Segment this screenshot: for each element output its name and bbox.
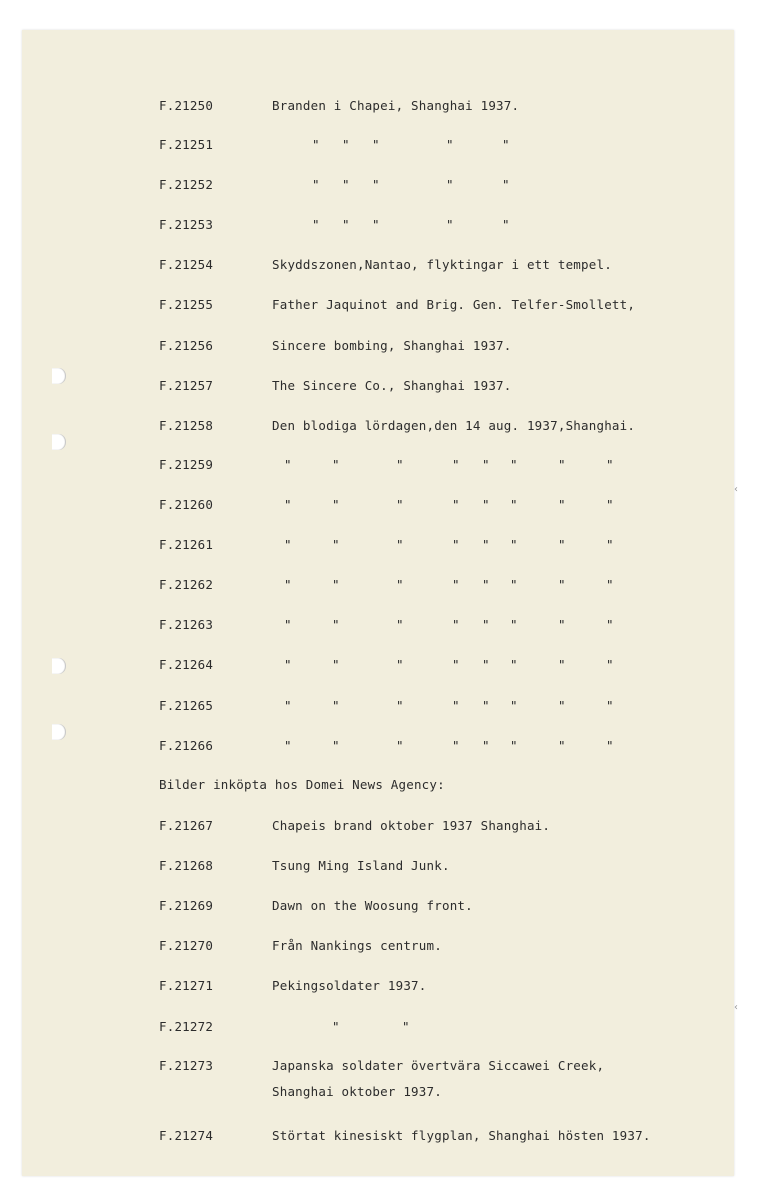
ditto-mark: " xyxy=(284,537,292,552)
ditto-mark: " xyxy=(284,577,292,592)
punch-hole xyxy=(52,658,66,674)
catalog-number: F.21262 xyxy=(159,577,214,592)
ditto-mark: " xyxy=(446,217,454,232)
ditto-mark: " xyxy=(452,537,460,552)
catalog-description: Sincere bombing, Shanghai 1937. xyxy=(272,338,512,353)
ditto-mark: " xyxy=(342,217,350,232)
ditto-mark: " xyxy=(332,657,340,672)
catalog-description: Shanghai oktober 1937. xyxy=(272,1084,442,1099)
ditto-mark: " xyxy=(372,177,380,192)
ditto-mark: " xyxy=(510,617,518,632)
catalog-number: F.21255 xyxy=(159,297,214,312)
ditto-mark: " xyxy=(606,457,614,472)
ditto-mark: " xyxy=(332,577,340,592)
ditto-mark: " xyxy=(606,698,614,713)
ditto-mark: " xyxy=(510,698,518,713)
catalog-number: F.21270 xyxy=(159,938,214,953)
ditto-mark: " xyxy=(284,657,292,672)
ditto-mark: " xyxy=(502,217,510,232)
catalog-number: F.21263 xyxy=(159,617,214,632)
ditto-mark: " xyxy=(446,177,454,192)
ditto-mark: " xyxy=(396,537,404,552)
ditto-mark: " xyxy=(502,137,510,152)
ditto-mark: " xyxy=(502,177,510,192)
ditto-mark: " xyxy=(284,497,292,512)
ditto-mark: " xyxy=(402,1019,410,1034)
catalog-number: F.21267 xyxy=(159,818,214,833)
ditto-mark: " xyxy=(606,497,614,512)
ditto-mark: " xyxy=(452,698,460,713)
ditto-mark: " xyxy=(284,457,292,472)
ditto-mark: " xyxy=(452,497,460,512)
ditto-mark: " xyxy=(606,577,614,592)
catalog-number: F.21264 xyxy=(159,657,214,672)
ditto-mark: " xyxy=(558,577,566,592)
catalog-number: F.21259 xyxy=(159,457,214,472)
ditto-mark: " xyxy=(558,457,566,472)
catalog-number: F.21260 xyxy=(159,497,214,512)
catalog-description: Tsung Ming Island Junk. xyxy=(272,858,450,873)
catalog-description: Branden i Chapei, Shanghai 1937. xyxy=(272,98,520,113)
ditto-mark: " xyxy=(482,537,490,552)
catalog-description: Den blodiga lördagen,den 14 aug. 1937,Shanghai. xyxy=(272,418,636,433)
ditto-mark: " xyxy=(332,738,340,753)
ditto-mark: " xyxy=(312,217,320,232)
catalog-number: F.21253 xyxy=(159,217,214,232)
ditto-mark: " xyxy=(510,537,518,552)
ditto-mark: " xyxy=(558,657,566,672)
ditto-mark: " xyxy=(396,577,404,592)
catalog-number: F.21261 xyxy=(159,537,214,552)
catalog-number: F.21269 xyxy=(159,898,214,913)
ditto-mark: " xyxy=(510,577,518,592)
ditto-mark: " xyxy=(510,497,518,512)
ditto-mark: " xyxy=(452,577,460,592)
catalog-number: F.21268 xyxy=(159,858,214,873)
ditto-mark: " xyxy=(606,537,614,552)
catalog-description: The Sincere Co., Shanghai 1937. xyxy=(272,378,512,393)
ditto-mark: " xyxy=(396,617,404,632)
catalog-number: F.21250 xyxy=(159,98,214,113)
ditto-mark: " xyxy=(510,457,518,472)
catalog-number: F.21252 xyxy=(159,177,214,192)
ditto-mark: " xyxy=(606,657,614,672)
catalog-number: F.21258 xyxy=(159,418,214,433)
catalog-description: Från Nankings centrum. xyxy=(272,938,442,953)
catalog-description: Pekingsoldater 1937. xyxy=(272,978,427,993)
ditto-mark: " xyxy=(510,738,518,753)
catalog-number: F.21272 xyxy=(159,1019,214,1034)
catalog-description: Dawn on the Woosung front. xyxy=(272,898,473,913)
ditto-mark: " xyxy=(482,698,490,713)
ditto-mark: " xyxy=(332,1019,340,1034)
punch-hole xyxy=(52,434,66,450)
ditto-mark: " xyxy=(284,738,292,753)
punch-hole xyxy=(52,368,66,384)
margin-mark: ‹ xyxy=(734,1002,738,1013)
ditto-mark: " xyxy=(312,137,320,152)
ditto-mark: " xyxy=(396,738,404,753)
catalog-description: Japanska soldater övertvära Siccawei Creek, xyxy=(272,1058,605,1073)
catalog-number: F.21256 xyxy=(159,338,214,353)
ditto-mark: " xyxy=(558,698,566,713)
ditto-mark: " xyxy=(342,137,350,152)
ditto-mark: " xyxy=(446,137,454,152)
ditto-mark: " xyxy=(284,698,292,713)
document-sheet xyxy=(22,30,734,1176)
catalog-number: F.21273 xyxy=(159,1058,214,1073)
ditto-mark: " xyxy=(452,738,460,753)
ditto-mark: " xyxy=(606,738,614,753)
ditto-mark: " xyxy=(396,497,404,512)
margin-mark: ‹ xyxy=(734,484,738,495)
ditto-mark: " xyxy=(372,137,380,152)
punch-hole xyxy=(52,724,66,740)
ditto-mark: " xyxy=(332,497,340,512)
ditto-mark: " xyxy=(312,177,320,192)
ditto-mark: " xyxy=(372,217,380,232)
catalog-number: F.21266 xyxy=(159,738,214,753)
ditto-mark: " xyxy=(396,698,404,713)
ditto-mark: " xyxy=(482,497,490,512)
ditto-mark: " xyxy=(510,657,518,672)
ditto-mark: " xyxy=(396,657,404,672)
catalog-number: F.21257 xyxy=(159,378,214,393)
section-heading: Bilder inköpta hos Domei News Agency: xyxy=(159,777,445,792)
ditto-mark: " xyxy=(452,657,460,672)
catalog-description: Störtat kinesiskt flygplan, Shanghai hösten 1937. xyxy=(272,1128,651,1143)
ditto-mark: " xyxy=(332,617,340,632)
ditto-mark: " xyxy=(342,177,350,192)
ditto-mark: " xyxy=(452,617,460,632)
ditto-mark: " xyxy=(558,617,566,632)
ditto-mark: " xyxy=(558,738,566,753)
catalog-number: F.21265 xyxy=(159,698,214,713)
ditto-mark: " xyxy=(332,698,340,713)
ditto-mark: " xyxy=(396,457,404,472)
ditto-mark: " xyxy=(482,617,490,632)
ditto-mark: " xyxy=(482,577,490,592)
catalog-number: F.21271 xyxy=(159,978,214,993)
ditto-mark: " xyxy=(452,457,460,472)
ditto-mark: " xyxy=(482,657,490,672)
catalog-number: F.21274 xyxy=(159,1128,214,1143)
catalog-description: Father Jaquinot and Brig. Gen. Telfer-Smollett, xyxy=(272,297,636,312)
catalog-number: F.21251 xyxy=(159,137,214,152)
catalog-number: F.21254 xyxy=(159,257,214,272)
ditto-mark: " xyxy=(332,457,340,472)
ditto-mark: " xyxy=(284,617,292,632)
ditto-mark: " xyxy=(558,497,566,512)
catalog-description: Skyddszonen,Nantao, flyktingar i ett tempel. xyxy=(272,257,612,272)
ditto-mark: " xyxy=(606,617,614,632)
catalog-description: Chapeis brand oktober 1937 Shanghai. xyxy=(272,818,551,833)
ditto-mark: " xyxy=(558,537,566,552)
ditto-mark: " xyxy=(482,457,490,472)
ditto-mark: " xyxy=(482,738,490,753)
ditto-mark: " xyxy=(332,537,340,552)
